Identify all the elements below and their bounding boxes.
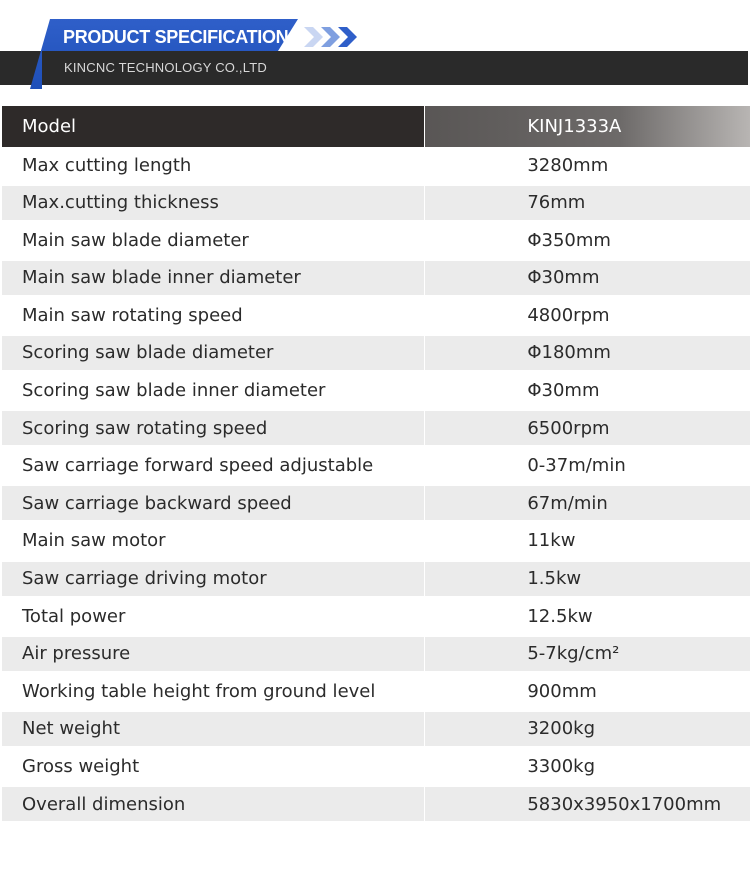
spec-label: Scoring saw rotating speed	[2, 411, 424, 445]
spec-value: Φ30mm	[425, 261, 750, 295]
spec-value: Φ30mm	[425, 374, 750, 408]
chevron-arrows-icon	[304, 25, 374, 49]
spec-value: 4800rpm	[425, 298, 750, 332]
spec-label: Saw carriage driving motor	[2, 562, 424, 596]
table-row	[2, 637, 750, 671]
spec-value: 11kw	[425, 524, 750, 558]
spec-label: Max.cutting thickness	[2, 186, 424, 220]
spec-label: Main saw blade inner diameter	[2, 261, 424, 295]
table-row	[2, 486, 750, 520]
spec-label: Main saw blade diameter	[2, 223, 424, 257]
spec-label: Net weight	[2, 712, 424, 746]
spec-label: Overall dimension	[2, 787, 424, 821]
spec-banner	[0, 0, 750, 90]
spec-value: 6500rpm	[425, 411, 750, 445]
spec-label: Saw carriage forward speed adjustable	[2, 449, 424, 483]
table-row	[2, 674, 750, 708]
table-row	[2, 186, 750, 220]
spec-value: 3200kg	[425, 712, 750, 746]
table-row	[2, 712, 750, 746]
spec-label: Scoring saw blade diameter	[2, 336, 424, 370]
table-header-row	[2, 106, 750, 147]
spec-value: Φ180mm	[425, 336, 750, 370]
spec-label: Main saw rotating speed	[2, 298, 424, 332]
spec-label: Main saw motor	[2, 524, 424, 558]
table-row	[2, 449, 750, 483]
spec-value: 3300kg	[425, 750, 750, 784]
spec-value: 1.5kw	[425, 562, 750, 596]
table-row	[2, 261, 750, 295]
spec-value: 5830x3950x1700mm	[425, 787, 750, 821]
company-name: KINCNC TECHNOLOGY CO.,LTD	[64, 60, 267, 75]
spec-label: Scoring saw blade inner diameter	[2, 374, 424, 408]
spec-table	[2, 106, 750, 825]
spec-label: Working table height from ground level	[2, 674, 424, 708]
table-body	[2, 148, 750, 821]
spec-label: Gross weight	[2, 750, 424, 784]
spec-label: Total power	[2, 599, 424, 633]
table-row	[2, 750, 750, 784]
table-row	[2, 298, 750, 332]
table-row	[2, 411, 750, 445]
table-row	[2, 148, 750, 182]
table-row	[2, 599, 750, 633]
table-row	[2, 223, 750, 257]
table-row	[2, 787, 750, 821]
spec-value: 3280mm	[425, 148, 750, 182]
table-row	[2, 562, 750, 596]
spec-value: 76mm	[425, 186, 750, 220]
banner-title: PRODUCT SPECIFICATION	[63, 27, 289, 47]
spec-value: 0-37m/min	[425, 449, 750, 483]
spec-value: 900mm	[425, 674, 750, 708]
spec-label: Max cutting length	[2, 148, 424, 182]
spec-value: 12.5kw	[425, 599, 750, 633]
table-row	[2, 336, 750, 370]
header-model: KINJ1333A	[425, 106, 750, 147]
spec-value: 67m/min	[425, 486, 750, 520]
header-label: Model	[2, 106, 424, 147]
spec-value: Φ350mm	[425, 223, 750, 257]
table-row	[2, 524, 750, 558]
spec-value: 5-7kg/cm²	[425, 637, 750, 671]
spec-label: Saw carriage backward speed	[2, 486, 424, 520]
spec-label: Air pressure	[2, 637, 424, 671]
table-row	[2, 374, 750, 408]
